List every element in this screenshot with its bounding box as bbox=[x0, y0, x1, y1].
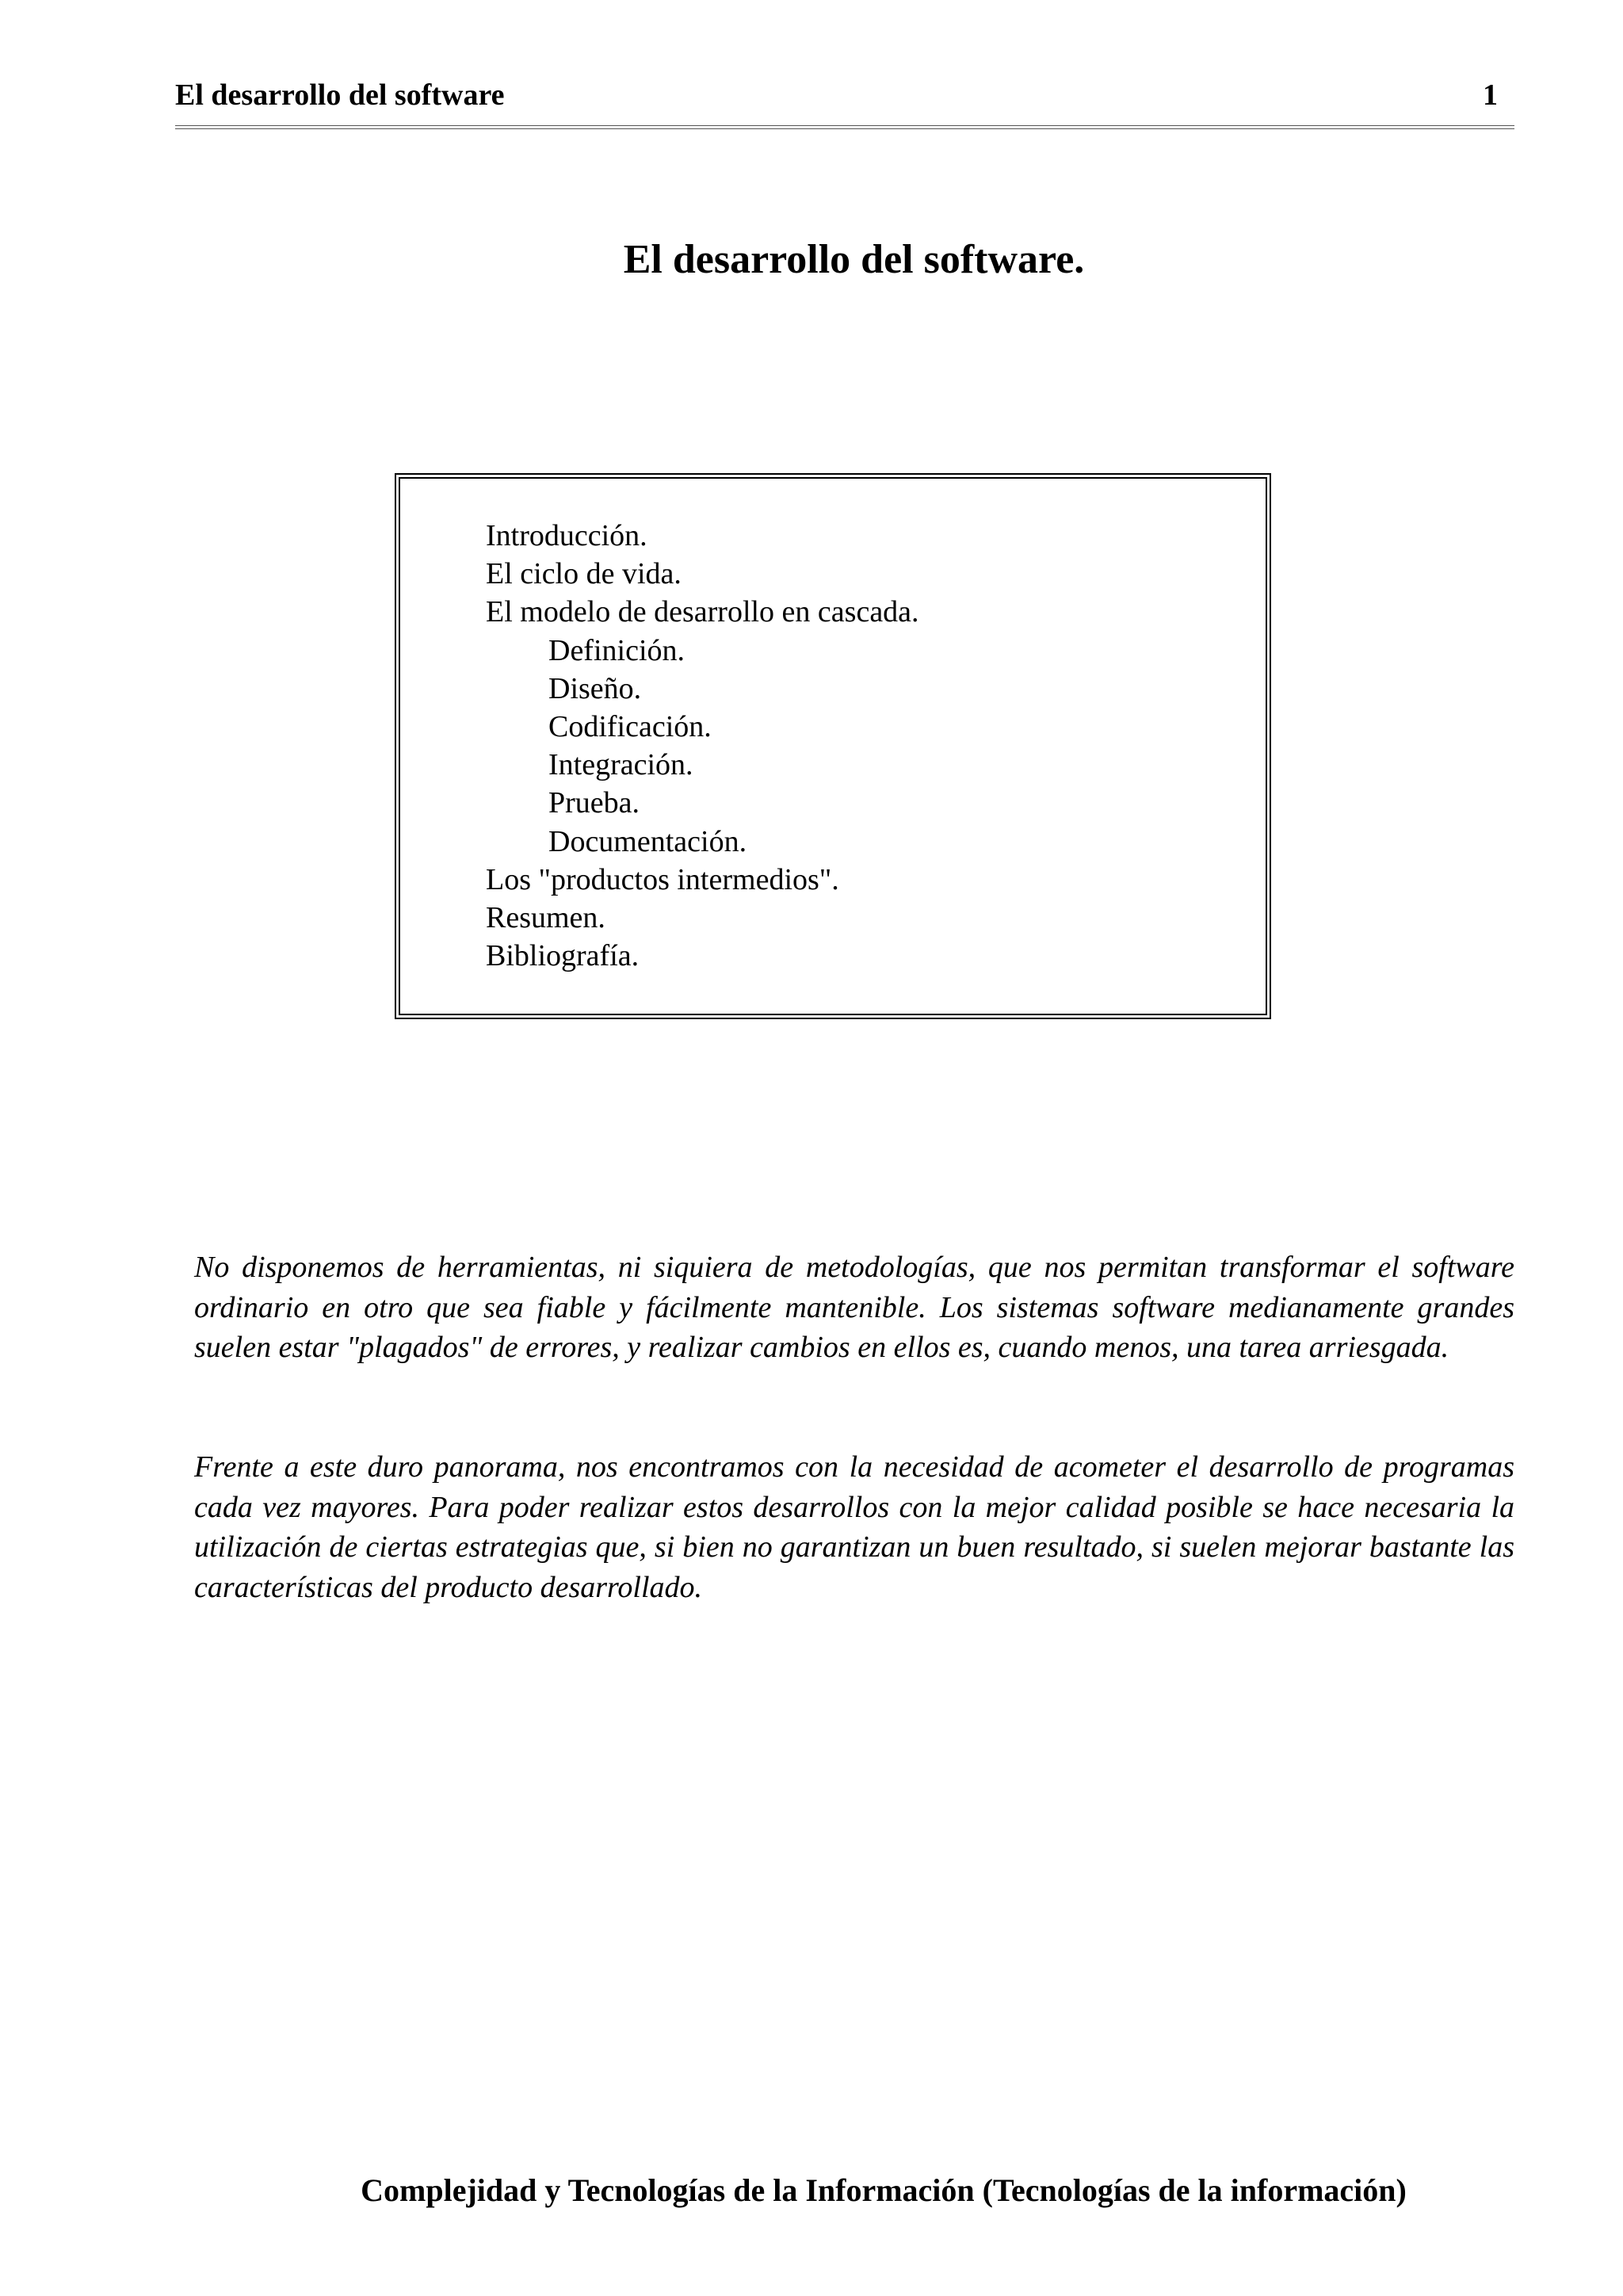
toc-item: Introducción. bbox=[486, 519, 647, 552]
header-divider bbox=[175, 125, 1514, 129]
toc-subitem: Codificación. bbox=[548, 710, 712, 744]
toc-item: Resumen. bbox=[486, 901, 605, 935]
document-title: El desarrollo del software. bbox=[623, 237, 1085, 282]
toc-subitem: Diseño. bbox=[548, 671, 642, 705]
intro-paragraph-1: No disponemos de herramientas, ni siquiera de metodologías, que nos permitan transformar el software ordinario en otro que sea fiable y fácilmente mantenible. Los sistemas software medianamente grandes suelen estar "plagados" de errores, y realizar cambios en ellos es, cuando menos, una tarea arriesgada. bbox=[194, 1251, 1514, 1364]
toc-item: El ciclo de vida. bbox=[486, 557, 682, 591]
page-number: 1 bbox=[1483, 78, 1498, 112]
toc-subitem: Documentación. bbox=[548, 824, 747, 858]
toc-item: El modelo de desarrollo en cascada. bbox=[486, 595, 919, 629]
toc-item: Los "productos intermedios". bbox=[486, 862, 839, 896]
running-footer: Complejidad y Tecnologías de la Información (Tecnologías de la información) bbox=[361, 2172, 1407, 2208]
toc-item: Bibliografía. bbox=[486, 939, 640, 973]
toc-subitem: Integración. bbox=[548, 748, 693, 782]
intro-paragraph-2: Frente a este duro panorama, nos encontramos con la necesidad de acometer el desarrollo de programas cada vez mayores. Para poder realizar estos desarrollos con la mejor calidad posible se hace necesaria la utilización de ciertas estrategias que, si bien no garantizan un buen resultado, si suelen mejorar bastante las características del producto desarrollado. bbox=[194, 1450, 1514, 1604]
toc-subitem: Definición. bbox=[548, 633, 685, 667]
toc-subitem: Prueba. bbox=[548, 786, 640, 820]
table-of-contents bbox=[486, 517, 919, 975]
running-header-title: El desarrollo del software bbox=[175, 78, 505, 112]
